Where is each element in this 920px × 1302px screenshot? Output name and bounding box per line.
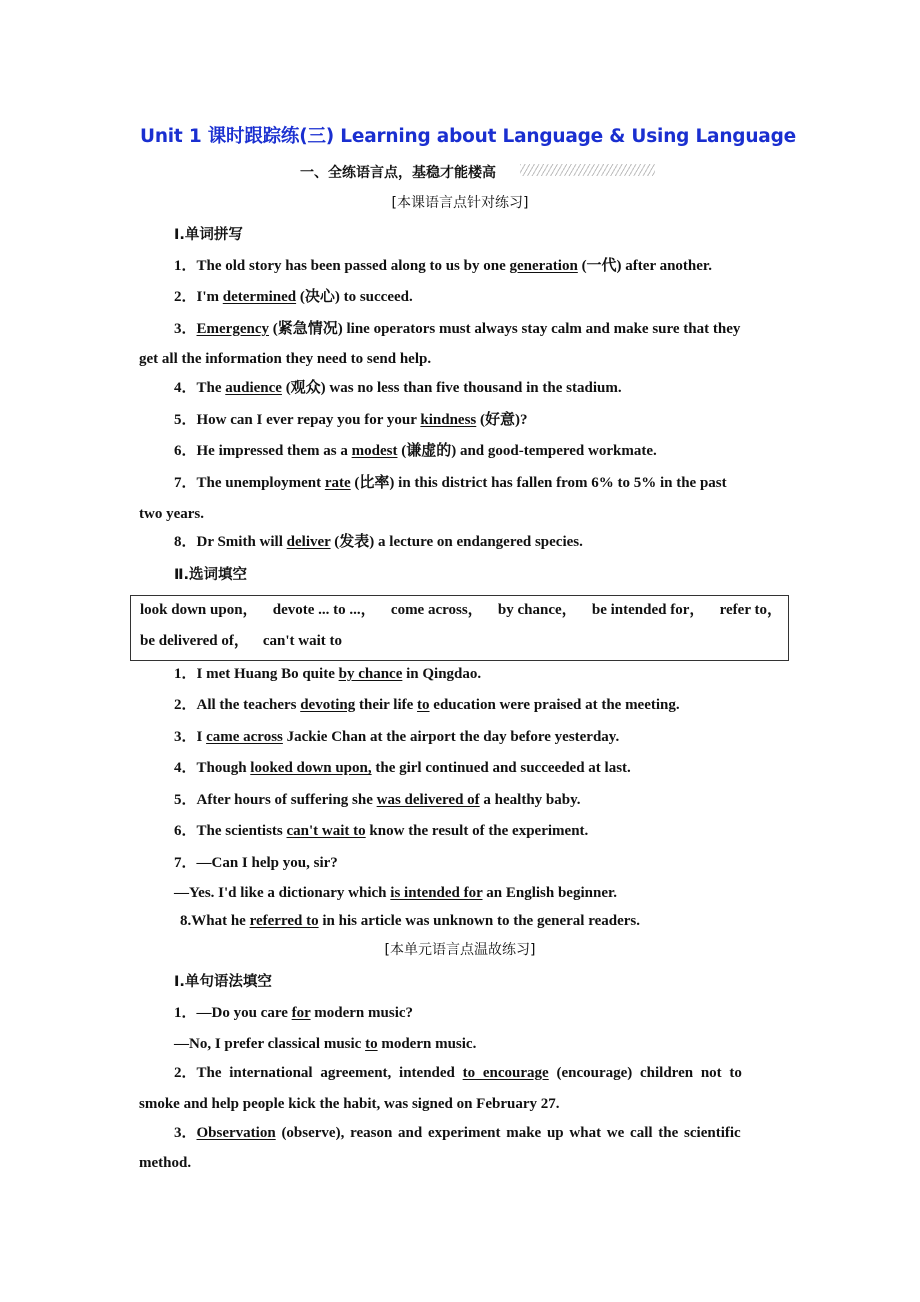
section-title: Ⅰ.单句语法填空 xyxy=(174,974,272,990)
answer: was delivered of xyxy=(376,792,480,808)
answer: kindness xyxy=(420,412,477,428)
word-choice: refer to， xyxy=(719,602,782,618)
word-choice-row xyxy=(140,600,782,620)
banner-hatch-decoration xyxy=(520,164,655,176)
exercise-item: 2．All the teachers devoting their life to education were praised at the meeting. xyxy=(174,697,680,713)
exercise-item: 3．Observation (observe), reason and experiment make up what we call the scientific xyxy=(174,1125,741,1141)
exercise-item: 1．—Do you care for modern music? xyxy=(174,1005,414,1021)
exercise-item-continuation: two years. xyxy=(139,506,204,522)
answer: Observation xyxy=(196,1125,276,1141)
answer: deliver xyxy=(286,534,331,550)
word-choice: devote ... to ...， xyxy=(272,602,376,618)
answer: generation xyxy=(509,258,578,274)
answer: is intended for xyxy=(390,885,483,901)
exercise-item: —Yes. I'd like a dictionary which is intended for an English beginner. xyxy=(174,885,618,901)
exercise-item: 5．After hours of suffering she was delivered of a healthy baby. xyxy=(174,792,581,808)
exercise-item: 4．Though looked down upon, the girl continued and succeeded at last. xyxy=(174,760,631,776)
answer: to xyxy=(417,697,430,713)
exercise-item: 5．How can I ever repay you for your kindness (好意)? xyxy=(174,412,528,428)
answer: determined xyxy=(222,289,297,305)
section-title: Ⅱ.选词填空 xyxy=(174,567,248,583)
exercise-item: 2．I'm determined (决心) to succeed. xyxy=(174,289,413,305)
answer: looked down upon, xyxy=(250,760,372,776)
answer: can't wait to xyxy=(286,823,366,839)
exercise-item: 6．The scientists can't wait to know the result of the experiment. xyxy=(174,823,589,839)
word-choice: be intended for， xyxy=(591,602,705,618)
answer: by chance xyxy=(338,666,403,682)
part2-heading: [本单元语言点温故练习] xyxy=(384,942,536,958)
part1-heading: [本课语言点针对练习] xyxy=(391,195,529,211)
exercise-item: 1．The old story has been passed along to us by one generation (一代) after another. xyxy=(174,258,712,274)
section-title: Ⅰ.单词拼写 xyxy=(174,227,243,243)
exercise-item: —No, I prefer classical music to modern music. xyxy=(174,1036,477,1052)
answer: to encourage xyxy=(462,1065,549,1081)
exercise-item-continuation: get all the information they need to send help. xyxy=(139,351,432,367)
word-choice-row xyxy=(140,631,356,651)
exercise-item: 2．The international agreement, intended to encourage (encourage) children not to xyxy=(174,1065,742,1081)
exercise-item: 8.What he referred to in his article was unknown to the general readers. xyxy=(180,913,640,929)
exercise-item: 7．The unemployment rate (比率) in this district has fallen from 6% to 5% in the past xyxy=(174,475,727,491)
answer: devoting xyxy=(300,697,356,713)
answer: audience xyxy=(225,380,282,396)
word-choice: come across， xyxy=(390,602,483,618)
answer: referred to xyxy=(249,913,319,929)
section-banner xyxy=(300,160,660,182)
word-choice: look down upon， xyxy=(140,602,258,618)
word-choice: be delivered of， xyxy=(140,633,249,649)
answer: rate xyxy=(324,475,351,491)
exercise-item: 1．I met Huang Bo quite by chance in Qingdao. xyxy=(174,666,482,682)
answer: Emergency xyxy=(196,321,269,337)
exercise-item: 7．—Can I help you, sir? xyxy=(174,855,338,871)
page-title: Unit 1 课时跟踪练(三) Learning about Language & Using Language xyxy=(140,126,796,147)
answer: to xyxy=(365,1036,378,1052)
answer: modest xyxy=(351,443,398,459)
word-choice-box xyxy=(130,595,789,661)
exercise-item-continuation: method. xyxy=(139,1155,192,1171)
banner-text: 一、全练语言点，基稳才能楼高 xyxy=(300,165,496,181)
word-choice: by chance， xyxy=(497,602,577,618)
exercise-item: 8．Dr Smith will deliver (发表) a lecture on endangered species. xyxy=(174,534,583,550)
answer: for xyxy=(291,1005,311,1021)
answer: came across xyxy=(206,729,283,745)
exercise-item: 3．Emergency (紧急情况) line operators must always stay calm and make sure that they xyxy=(174,321,741,337)
exercise-item: 4．The audience (观众) was no less than five thousand in the stadium. xyxy=(174,380,622,396)
exercise-item-continuation: smoke and help people kick the habit, was signed on February 27. xyxy=(139,1096,560,1112)
exercise-item: 6．He impressed them as a modest (谦虚的) and good-tempered workmate. xyxy=(174,443,657,459)
word-choice: can't wait to xyxy=(262,633,343,649)
exercise-item: 3．I came across Jackie Chan at the airport the day before yesterday. xyxy=(174,729,620,745)
